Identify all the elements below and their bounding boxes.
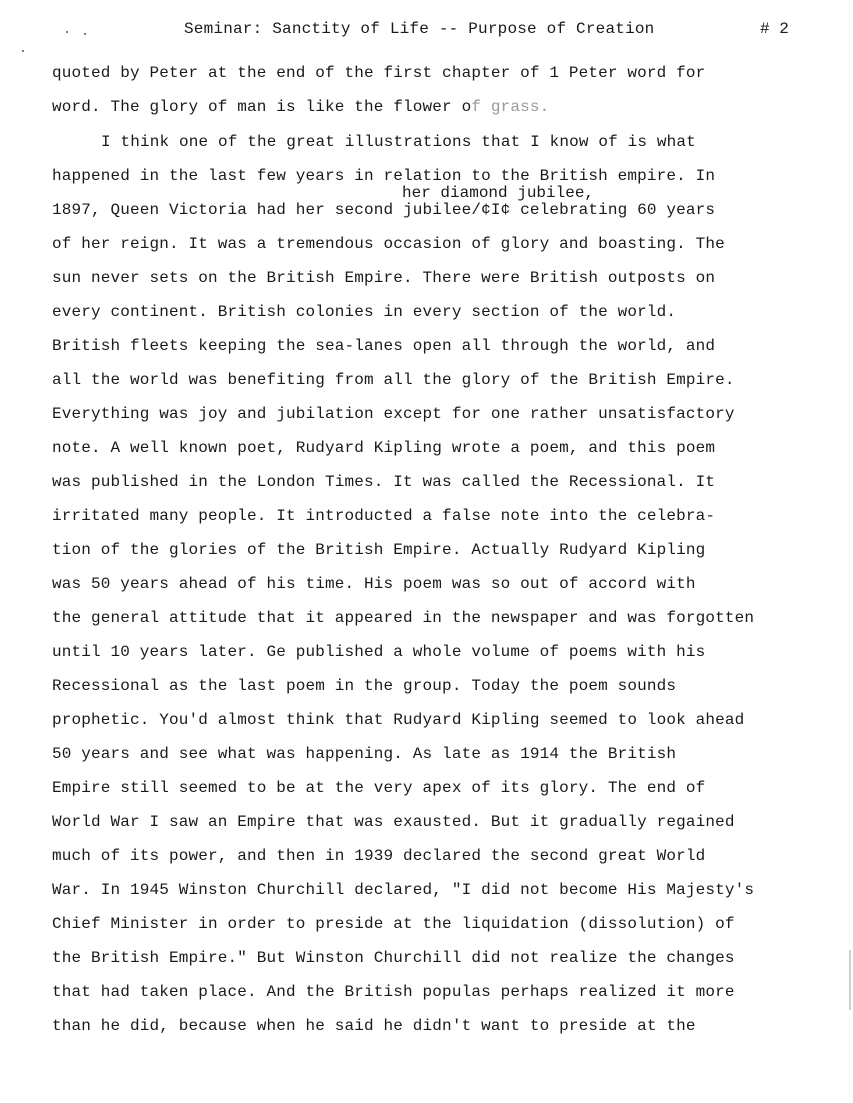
text-line: Chief Minister in order to preside at the liquidation (dissolution) of	[52, 915, 735, 933]
text-line: much of its power, and then in 1939 declared the second great World	[52, 847, 706, 865]
text-line: 1897, Queen Victoria had her second jubilee/¢I¢ celebrating 60 years	[52, 201, 716, 219]
scan-speck	[84, 33, 86, 35]
text-line: Empire still seemed to be at the very apex of its glory. The end of	[52, 779, 706, 797]
page-number: # 2	[760, 20, 789, 38]
text-line: the British Empire." But Winston Churchill did not realize the changes	[52, 949, 735, 967]
text-line: War. In 1945 Winston Churchill declared, "I did not become His Majesty's	[52, 881, 755, 899]
faded-text: f grass.	[471, 98, 550, 116]
text-line: was 50 years ahead of his time. His poem was so out of accord with	[52, 575, 696, 593]
text-line: until 10 years later. Ge published a whole volume of poems with his	[52, 643, 706, 661]
text-line: of her reign. It was a tremendous occasion of glory and boasting. The	[52, 235, 725, 253]
text-line: all the world was benefiting from all the glory of the British Empire.	[52, 371, 735, 389]
text-line: I think one of the great illustrations that I know of is what	[101, 133, 696, 151]
text-line: that had taken place. And the British populas perhaps realized it more	[52, 983, 735, 1001]
text-line: Everything was joy and jubilation except for one rather unsatisfactory	[52, 405, 735, 423]
text-line: than he did, because when he said he didn't want to preside at the	[52, 1017, 696, 1035]
text-line: irritated many people. It introducted a false note into the celebra-	[52, 507, 716, 525]
scan-speck	[66, 31, 68, 33]
text-line: Recessional as the last poem in the group. Today the poem sounds	[52, 677, 677, 695]
scan-edge-mark	[849, 950, 851, 1010]
text-line: tion of the glories of the British Empire. Actually Rudyard Kipling	[52, 541, 706, 559]
text-line: prophetic. You'd almost think that Rudyard Kipling seemed to look ahead	[52, 711, 745, 729]
text-line: sun never sets on the British Empire. There were British outposts on	[52, 269, 716, 287]
text-line: every continent. British colonies in every section of the world.	[52, 303, 677, 321]
header-title: Seminar: Sanctity of Life -- Purpose of Creation	[184, 20, 655, 38]
text-line: British fleets keeping the sea-lanes open all through the world, and	[52, 337, 716, 355]
text-line: 50 years and see what was happening. As late as 1914 the British	[52, 745, 677, 763]
text-line: quoted by Peter at the end of the first chapter of 1 Peter word for	[52, 64, 706, 82]
text-line: word. The glory of man is like the flower of grass.	[52, 98, 550, 116]
text-line: was published in the London Times. It was called the Recessional. It	[52, 473, 716, 491]
text-line: the general attitude that it appeared in the newspaper and was forgotten	[52, 609, 755, 627]
text-line: happened in the last few years in relation to the British empire. In	[52, 167, 716, 185]
scan-speck	[22, 50, 24, 52]
handwritten-insertion: her diamond jubilee,	[402, 184, 595, 202]
text-line: note. A well known poet, Rudyard Kipling wrote a poem, and this poem	[52, 439, 716, 457]
text-line: World War I saw an Empire that was exausted. But it gradually regained	[52, 813, 735, 831]
